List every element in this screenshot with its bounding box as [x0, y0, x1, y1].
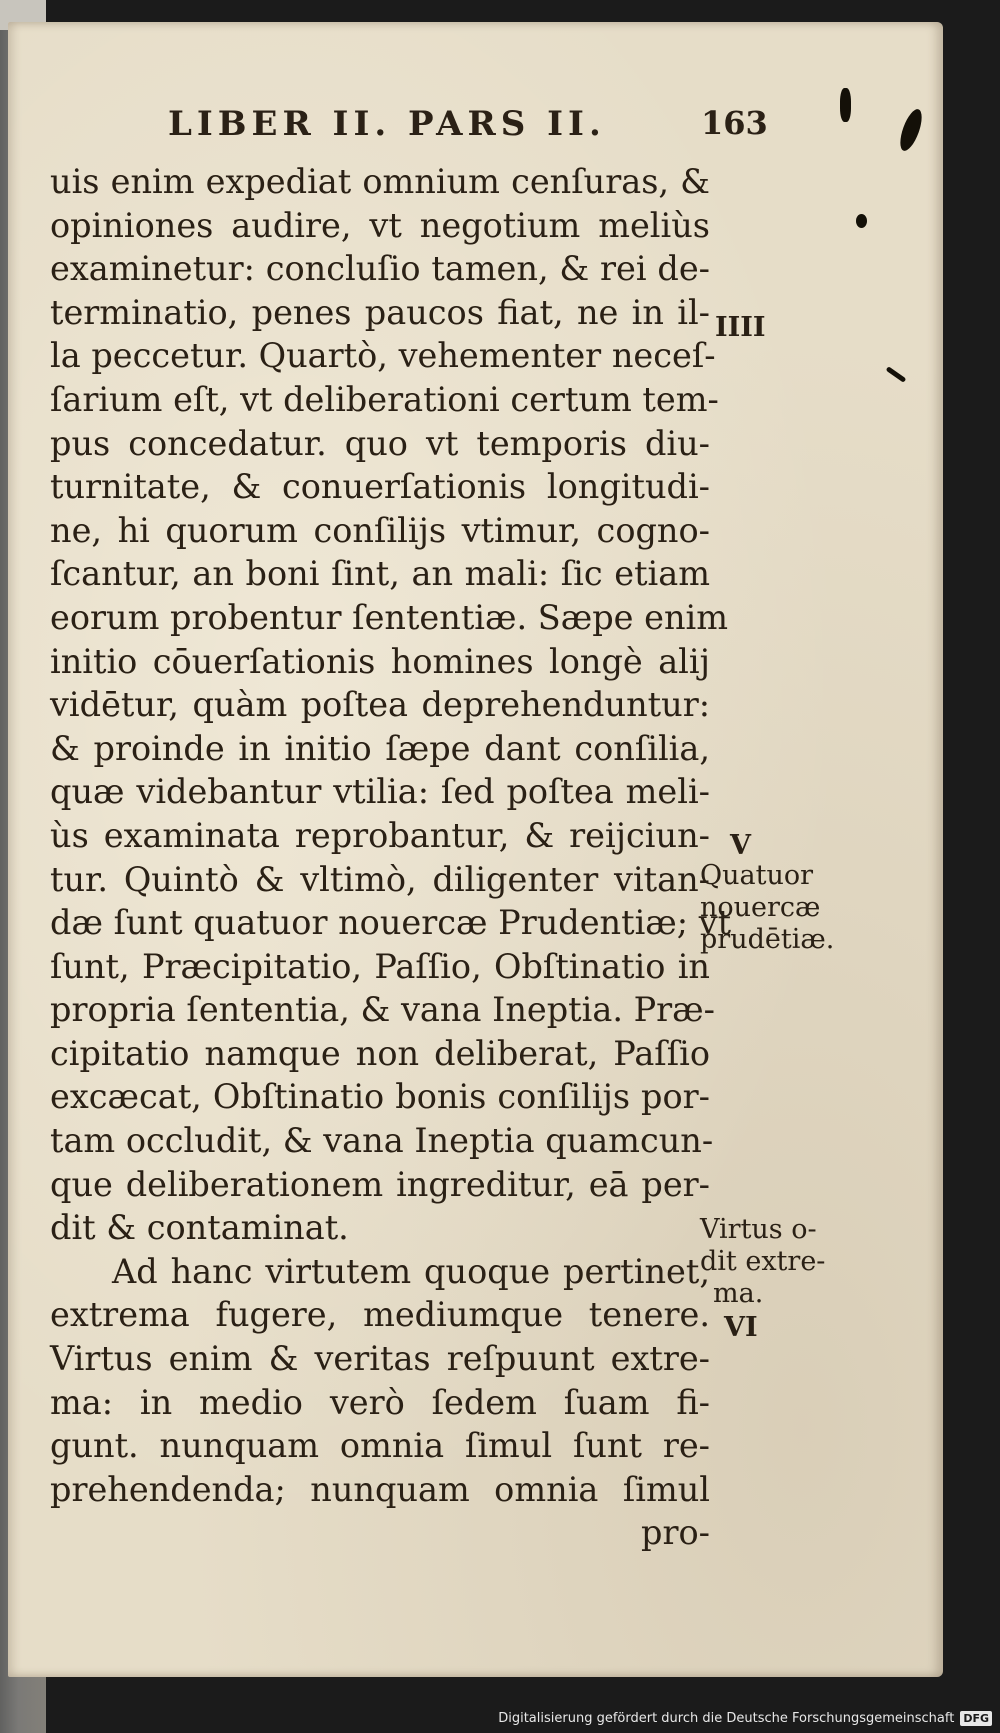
- ink-blot: [886, 366, 907, 383]
- ink-blot: [896, 107, 926, 154]
- credit-text: Digitalisierung gefördert durch die Deutsche Forschungsgemeinschaft: [498, 1710, 955, 1726]
- running-head: LIBER II. PARS II.: [168, 104, 606, 144]
- text-line: que deliberationem ingreditur, eā per-: [50, 1164, 710, 1204]
- text-line: opiniones audire, vt negotium meliùs: [50, 205, 710, 245]
- ink-blot: [840, 88, 851, 122]
- text-line: tam occludit, & vana Ineptia quamcun-: [50, 1121, 714, 1161]
- text-line: excæcat, Obſtinatio bonis conſilijs por-: [50, 1077, 710, 1117]
- margin-note-line: nouercæ: [700, 892, 821, 923]
- main-text-block: [50, 160, 732, 1555]
- margin-note-numeral-6: VI: [724, 1312, 758, 1343]
- margin-note-line: dit extre-: [700, 1246, 826, 1277]
- margin-note-line: Virtus o-: [700, 1214, 817, 1245]
- margin-note-line: ma.: [713, 1278, 764, 1309]
- ink-blot: [856, 214, 867, 228]
- text-line: tur. Quintò & vltimò, diligenter vitan-: [50, 859, 710, 899]
- text-line: gunt. nunquam omnia ſimul ſunt re-: [50, 1426, 710, 1466]
- text-line: dæ ſunt quatuor nouercæ Prudentiæ; vt: [50, 903, 732, 943]
- text-line: initio cōuerſationis homines longè alij: [50, 641, 710, 681]
- text-line: ſcantur, an boni ſint, an mali: ſic etiam: [50, 554, 710, 594]
- dfg-logo-icon: DFG: [960, 1711, 992, 1726]
- digitization-credit: [498, 1707, 992, 1729]
- catchword: pro-: [641, 1513, 710, 1553]
- text-line: turnitate, & conuerſationis longitudi-: [50, 467, 710, 507]
- book-page: [8, 22, 943, 1677]
- text-line: terminatio, penes paucos fiat, ne in il-: [50, 292, 710, 332]
- text-line: uis enim expediat omnium cenſuras, &: [50, 162, 710, 201]
- page-header: [133, 104, 768, 154]
- margin-note-numeral-4: IIII: [715, 312, 766, 343]
- text-line: eorum probentur ſententiæ. Sæpe enim: [50, 597, 729, 637]
- text-line: examinetur: concluſio tamen, & rei de-: [50, 249, 710, 289]
- text-line: propria ſententia, & vana Ineptia. Præ-: [50, 990, 715, 1030]
- text-line: ſunt, Præcipitatio, Paſſio, Obſtinatio in: [50, 946, 710, 986]
- text-line: vidētur, quàm poſtea deprehenduntur:: [50, 685, 710, 725]
- margin-note-line: Quatuor: [700, 860, 814, 891]
- page-number: 163: [701, 104, 768, 142]
- text-line: ma: in medio verò ſedem ſuam fi-: [50, 1382, 710, 1422]
- text-line: quæ videbantur vtilia: ſed poſtea meli-: [50, 772, 710, 812]
- text-line: & proinde in initio ſæpe dant conſilia,: [50, 728, 710, 768]
- text-line: extrema fugere, mediumque tenere.: [50, 1295, 710, 1335]
- text-line: Ad hanc virtutem quoque pertinet,: [112, 1251, 710, 1291]
- text-line: ne, hi quorum conſilijs vtimur, cogno-: [50, 510, 710, 550]
- text-line: ùs examinata reprobantur, & reijciun-: [50, 815, 710, 855]
- text-line: pus concedatur. quo vt temporis diu-: [50, 423, 710, 463]
- text-line: prehendenda; nunquam omnia ſimul: [50, 1469, 710, 1509]
- text-line: la peccetur. Quartò, vehementer neceſ-: [50, 336, 716, 376]
- margin-note-numeral-5: V: [730, 830, 751, 861]
- text-line: dit & contaminat.: [50, 1208, 349, 1248]
- text-line: ſarium eſt, vt deliberationi certum tem-: [50, 379, 719, 419]
- text-line: cipitatio namque non deliberat, Paſſio: [50, 1033, 710, 1073]
- text-line: Virtus enim & veritas reſpuunt extre-: [50, 1339, 710, 1379]
- margin-note-line: prudētiæ.: [700, 924, 835, 955]
